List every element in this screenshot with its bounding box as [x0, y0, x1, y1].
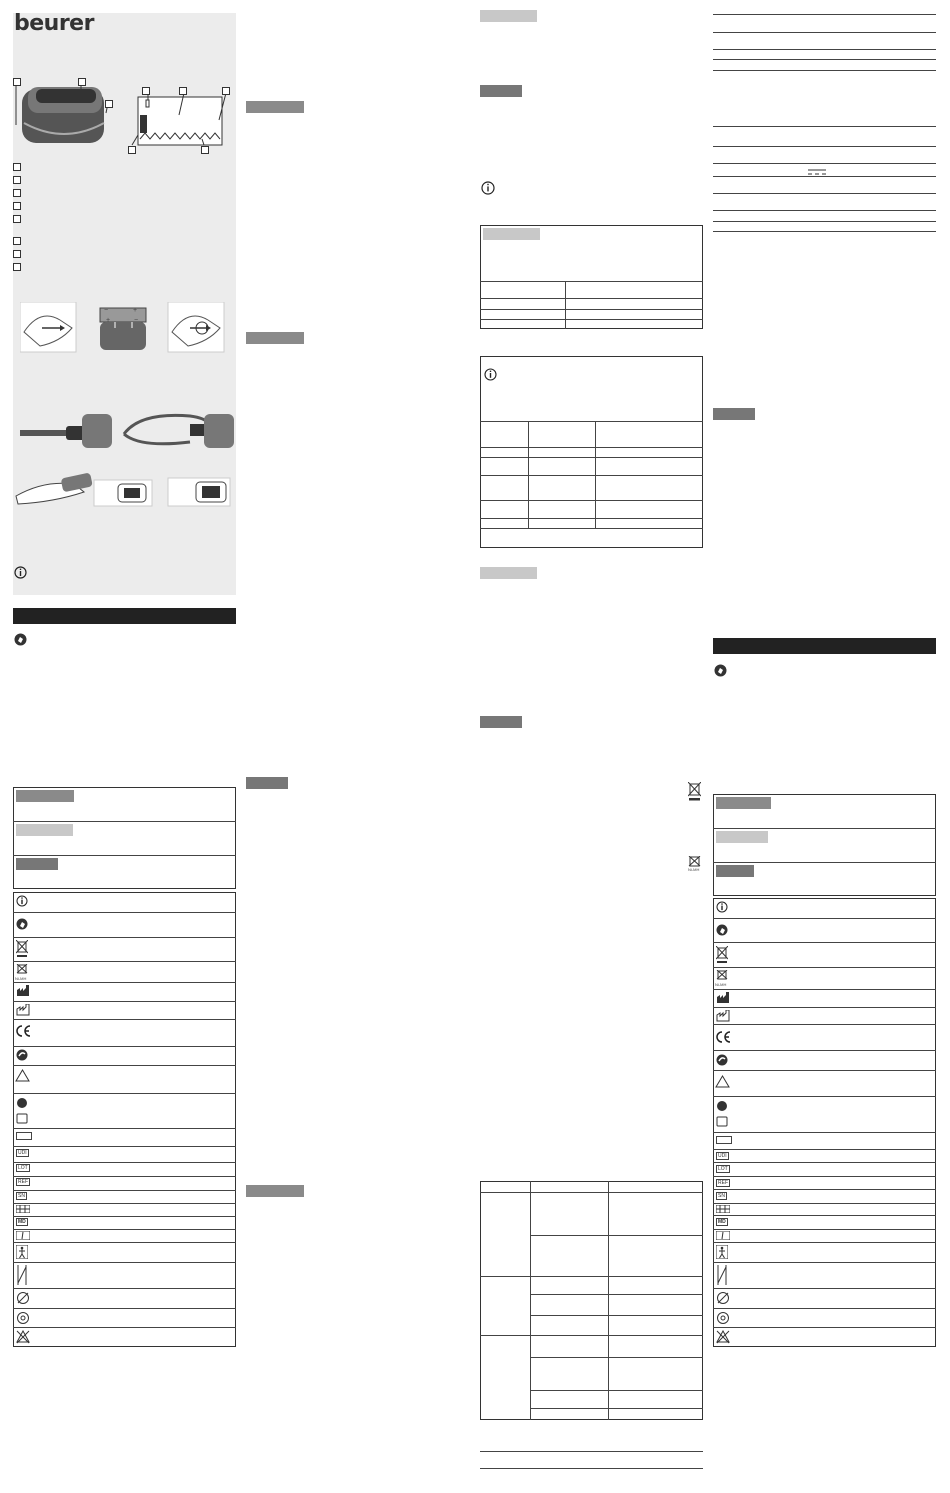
legend-box: [13, 215, 21, 223]
table-divider: [13, 855, 236, 856]
row-line: [713, 1189, 936, 1190]
warning-label: [716, 797, 771, 809]
specification-table: [480, 225, 703, 329]
lot-symbol: LOT: [718, 1166, 728, 1172]
row-line: [13, 1327, 236, 1328]
row-line: [713, 163, 936, 164]
callout-box: [201, 146, 209, 154]
recycling-icon: [15, 1069, 30, 1082]
row-line: [713, 1096, 936, 1097]
row-line: [713, 1176, 936, 1177]
row-line: [713, 210, 936, 211]
info-icon: [16, 895, 28, 907]
udi-symbol: UDI: [18, 1150, 27, 1156]
divider: [480, 1468, 703, 1469]
row-line: [713, 1229, 936, 1230]
table-divider: [13, 821, 236, 822]
weee-label: Ni-MH: [15, 976, 27, 981]
notice-label: [480, 716, 522, 728]
row-line: [480, 518, 703, 519]
battery-plus: +: [106, 317, 111, 324]
row-line: [13, 1242, 236, 1243]
row-line: [13, 1176, 236, 1177]
disposal-info-icon: [15, 1097, 29, 1125]
row-line: [480, 309, 703, 310]
humidity-limit-icon: [716, 1231, 730, 1240]
row-line: [480, 457, 703, 458]
weee-bin-icon: [688, 782, 701, 802]
sn-symbol: SN: [718, 1193, 725, 1199]
row-line: [713, 221, 936, 222]
caution-label: [16, 824, 73, 836]
ref-symbol: REF: [718, 1180, 728, 1186]
ref-symbol: REF: [18, 1179, 28, 1185]
col-line: [530, 1181, 531, 1420]
row-line: [713, 1024, 936, 1025]
battery-minus: −: [134, 317, 139, 324]
green-dot-icon: [716, 1054, 728, 1066]
md-symbol: MD: [718, 1219, 726, 1225]
barcode-icon: [716, 1205, 730, 1213]
barcode-icon: [16, 1205, 30, 1213]
row-line: [480, 528, 703, 529]
row-line: [13, 1262, 236, 1263]
signal-words-table: [13, 787, 236, 889]
no-reuse-icon: [716, 1330, 730, 1344]
ip-rating-icon: [716, 1311, 730, 1325]
legend-box: [13, 189, 21, 197]
battery-plus: +: [133, 307, 138, 314]
legend-box: [13, 176, 21, 184]
col-line: [608, 1181, 609, 1420]
notice-label: [480, 85, 522, 97]
read-instructions-icon: [14, 633, 27, 646]
green-dot-icon: [16, 1049, 28, 1061]
row-line: [530, 1235, 703, 1236]
col-line: [565, 281, 566, 329]
warning-label: [246, 101, 304, 113]
row-line: [713, 918, 936, 919]
ip-rating-icon: [16, 1311, 30, 1325]
row-line: [713, 14, 936, 15]
row-line: [13, 1190, 236, 1191]
row-line: [713, 1149, 936, 1150]
row-line: [480, 447, 703, 448]
row-line: [480, 1335, 703, 1336]
row-line: [713, 1327, 936, 1328]
battery-minus: −: [104, 307, 109, 314]
manufacturer-icon: [716, 992, 730, 1004]
notice-label: [16, 858, 58, 870]
divider: [480, 1451, 703, 1452]
weee-label: Ni-MH: [715, 982, 727, 987]
row-line: [13, 961, 236, 962]
table-divider: [713, 862, 936, 863]
lot-symbol: LOT: [18, 1165, 28, 1171]
row-line: [713, 1050, 936, 1051]
row-line: [13, 982, 236, 983]
row-line: [13, 1146, 236, 1147]
measurement-table: [480, 356, 703, 548]
row-line: [713, 176, 936, 177]
lanyard-illustration: [20, 408, 234, 453]
caution-label: [716, 831, 768, 843]
battery-disposal-icon: [16, 964, 28, 976]
read-instructions-icon: [714, 664, 727, 677]
row-line: [713, 49, 936, 50]
recycling-icon: [715, 1075, 730, 1088]
pressure-limit-icon: [716, 1291, 730, 1305]
weee-bin-icon: [16, 940, 28, 958]
row-line: [713, 32, 936, 33]
row-line: [713, 942, 936, 943]
battery-insertion-illustration: [20, 302, 235, 360]
ce-mark-icon: [15, 1025, 31, 1037]
legend-box: [13, 163, 21, 171]
row-line: [13, 937, 236, 938]
type-bf-applied-part-icon: [716, 1245, 728, 1259]
manufacture-date-icon: [16, 1004, 30, 1016]
row-line: [713, 193, 936, 194]
row-line: [13, 1093, 236, 1094]
no-reuse-icon: [16, 1330, 30, 1344]
row-line: [13, 1046, 236, 1047]
caution-label: [483, 228, 540, 240]
col-line: [595, 421, 596, 528]
row-line: [480, 421, 703, 422]
row-line: [13, 1288, 236, 1289]
row-line: [13, 1019, 236, 1020]
manufacturer-icon: [16, 985, 30, 997]
info-icon: [716, 901, 728, 913]
callout-box: [13, 78, 21, 86]
row-line: [13, 1216, 236, 1217]
section-header-bar: [713, 638, 936, 654]
weee-bin-icon: [716, 946, 728, 964]
notice-label: [246, 777, 288, 789]
row-line: [13, 1308, 236, 1309]
legend-box: [13, 263, 21, 271]
warning-label: [246, 1185, 304, 1197]
row-line: [480, 1192, 703, 1193]
row-line: [713, 1203, 936, 1204]
row-line: [713, 1215, 936, 1216]
table-divider: [713, 828, 936, 829]
row-line: [713, 1262, 936, 1263]
row-line: [13, 1229, 236, 1230]
caution-label: [480, 10, 537, 22]
info-icon: [14, 566, 27, 579]
callout-box: [105, 100, 113, 108]
md-symbol: MD: [18, 1219, 26, 1225]
row-line: [480, 319, 703, 320]
row-line: [13, 1001, 236, 1002]
row-line: [713, 126, 936, 127]
callout-box: [222, 87, 230, 95]
row-line: [713, 1242, 936, 1243]
row-line: [530, 1294, 703, 1295]
row-line: [713, 231, 936, 232]
symbols-table: [713, 898, 936, 1347]
blank-symbol-box: [16, 1132, 32, 1140]
row-line: [13, 1128, 236, 1129]
row-line: [713, 59, 936, 60]
notice-label: [713, 408, 755, 420]
row-line: [530, 1408, 703, 1409]
row-line: [13, 1065, 236, 1066]
notice-label: [716, 865, 754, 877]
legend-box: [13, 237, 21, 245]
disposal-info-icon: [715, 1100, 729, 1128]
finger-placement-illustration: [14, 470, 234, 510]
temperature-limit-icon: [16, 1265, 28, 1285]
row-line: [480, 500, 703, 501]
row-line: [480, 281, 703, 282]
callout-box: [78, 78, 86, 86]
warning-label: [246, 332, 304, 344]
row-line: [13, 1162, 236, 1163]
row-line: [480, 1276, 703, 1277]
row-line: [480, 298, 703, 299]
row-line: [713, 146, 936, 147]
type-bf-applied-part-icon: [16, 1245, 28, 1259]
udi-symbol: UDI: [718, 1153, 727, 1159]
callout-box: [128, 146, 136, 154]
brand-logo: beurer: [14, 11, 94, 36]
row-line: [530, 1315, 703, 1316]
callout-box: [179, 87, 187, 95]
row-line: [713, 1308, 936, 1309]
read-instructions-icon: [16, 918, 28, 930]
humidity-limit-icon: [16, 1231, 30, 1240]
sn-symbol: SN: [18, 1193, 25, 1199]
row-line: [713, 1288, 936, 1289]
row-line: [713, 967, 936, 968]
info-icon: [484, 368, 497, 381]
weee-label: Ni-MH: [688, 867, 700, 872]
battery-disposal-icon: [716, 970, 728, 982]
caution-label: [480, 567, 537, 579]
dc-symbol-icon: [808, 169, 826, 175]
legend-box: [13, 202, 21, 210]
row-line: [530, 1357, 703, 1358]
warning-label: [16, 790, 74, 802]
section-header-bar: [13, 608, 236, 624]
troubleshooting-table: [480, 1181, 703, 1420]
legend-box: [13, 250, 21, 258]
row-line: [713, 1070, 936, 1071]
row-line: [713, 1132, 936, 1133]
pressure-limit-icon: [16, 1291, 30, 1305]
row-line: [530, 1390, 703, 1391]
info-icon: [481, 181, 495, 195]
row-line: [713, 1007, 936, 1008]
callout-box: [142, 87, 150, 95]
col-line: [528, 421, 529, 528]
signal-words-table: [713, 794, 936, 896]
row-line: [13, 1203, 236, 1204]
row-line: [713, 1162, 936, 1163]
row-line: [13, 912, 236, 913]
row-line: [480, 475, 703, 476]
row-line: [713, 70, 936, 71]
manufacture-date-icon: [716, 1010, 730, 1022]
blank-symbol-box: [716, 1136, 732, 1144]
temperature-limit-icon: [716, 1265, 728, 1285]
ce-mark-icon: [715, 1031, 731, 1043]
read-instructions-icon: [716, 924, 728, 936]
row-line: [713, 989, 936, 990]
